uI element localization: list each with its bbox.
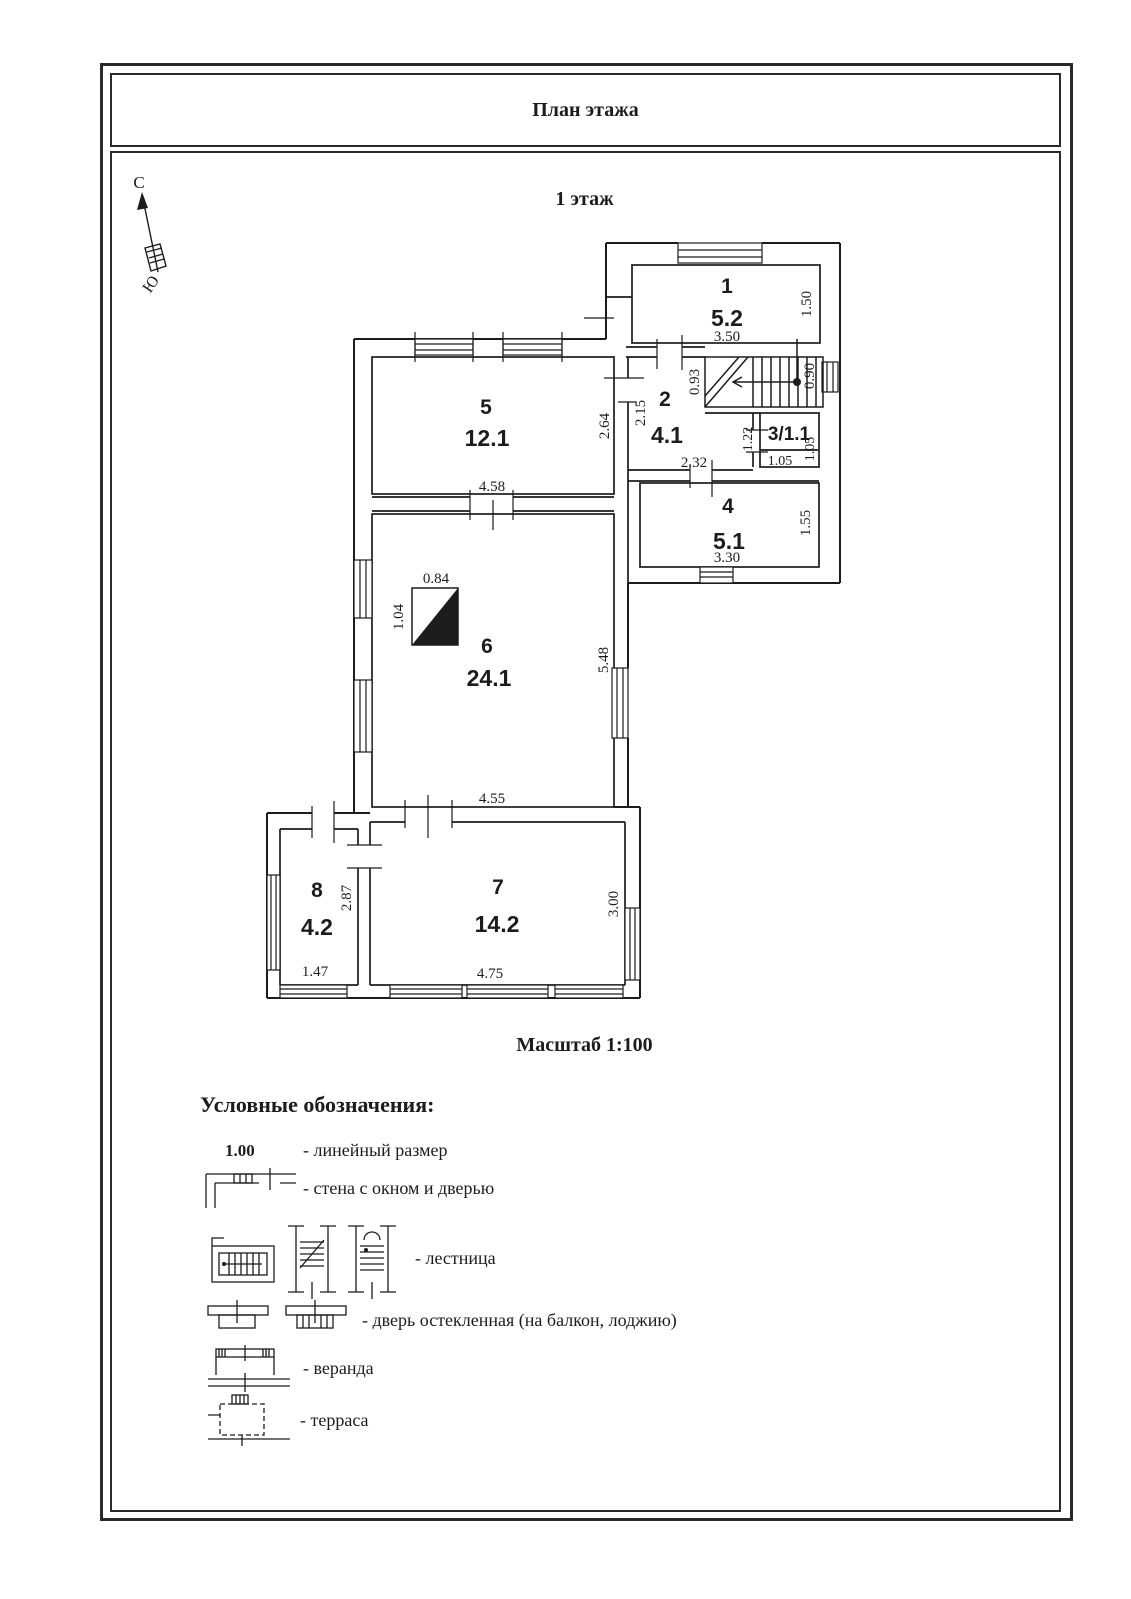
wall-window-door-icon: [204, 1168, 302, 1210]
stairs-icon: [210, 1222, 405, 1300]
legend-item-terrace: - терраса: [300, 1410, 369, 1430]
window-icon: [625, 908, 640, 980]
terrace-icon: [206, 1393, 296, 1447]
glazed-door-icon: [206, 1296, 356, 1342]
legend-linear-dim-value: 1.00: [225, 1141, 255, 1160]
stove-dim-top: 0.84: [422, 571, 450, 587]
room-6-dim-right: 5.48: [596, 646, 612, 674]
room-3-dim-bottom: 1.05: [767, 454, 793, 469]
room-3-number: 3/1.1: [767, 424, 811, 445]
dimension-ticks: [312, 318, 768, 868]
window-icon: [700, 567, 733, 583]
window-icon: [354, 680, 372, 752]
room-7-number: 7: [492, 876, 504, 899]
room-7-dim-right: 3.00: [606, 890, 622, 918]
room-1-dim-bottom: 3.50: [713, 329, 741, 345]
room-4-dim-bottom: 3.30: [713, 550, 741, 566]
page-title: План этажа: [532, 98, 639, 121]
room-6-dim-bottom: 4.55: [478, 791, 506, 807]
room-4-area: 5.1: [713, 528, 745, 554]
scale-label: Масштаб 1:100: [516, 1034, 653, 1056]
window-icon: [678, 243, 762, 263]
room-7-area: 14.2: [474, 911, 520, 937]
room-3-dim-right: 1.05: [803, 436, 818, 462]
window-icon: [390, 985, 462, 998]
arrowhead-icon: [137, 192, 148, 210]
legend-item-wall-window-door: - стена с окном и дверью: [303, 1178, 495, 1198]
room-1-number: 1: [721, 275, 733, 298]
window-icon: [822, 362, 838, 392]
stove-dim-left: 1.04: [391, 603, 407, 631]
window-icon: [354, 560, 372, 618]
room-3-dim-left: 1.22: [741, 426, 756, 452]
room-2-dim-left: 2.15: [633, 399, 649, 427]
room-1-dim-right: 1.50: [799, 290, 815, 318]
legend-item-veranda: - веранда: [303, 1358, 374, 1378]
room-2-number: 2: [659, 388, 671, 411]
room-7-outline: [370, 822, 625, 985]
window-icon: [267, 875, 280, 970]
legend-item-linear-dim: - линейный размер: [303, 1140, 448, 1160]
north-arrow: [133, 173, 166, 296]
room-6-area: 24.1: [466, 665, 512, 691]
stairs-dim-width: 0.90: [802, 362, 818, 390]
room-7-dim-bottom: 4.75: [476, 966, 504, 982]
compass-north-label: С: [133, 173, 145, 192]
room-5-area: 12.1: [464, 425, 510, 451]
legend-heading: Условные обозначения:: [200, 1092, 435, 1117]
room-4-number: 4: [722, 495, 734, 518]
window-icon: [503, 339, 562, 355]
room-walls: [280, 265, 820, 985]
floor-label: 1 этаж: [555, 188, 614, 210]
compass-south-label: Ю: [139, 272, 163, 297]
room-4-dim-right: 1.55: [798, 509, 814, 537]
window-icon: [280, 985, 347, 998]
room-labels: [301, 275, 818, 982]
window-icon: [612, 668, 628, 738]
room-2-dim-stair-side: 0.93: [687, 368, 703, 396]
legend-item-stairs: - лестница: [415, 1248, 496, 1268]
room-6-outline: [372, 514, 614, 807]
room-2-dim-bottom: 2.32: [680, 455, 708, 471]
room-2-area: 4.1: [651, 422, 683, 448]
room-6-number: 6: [481, 635, 493, 658]
stove-icon: [412, 588, 458, 645]
window-icon: [415, 339, 473, 355]
room-5-dim-bottom: 4.58: [478, 479, 506, 495]
room-8-dim-bottom: 1.47: [301, 964, 329, 980]
room-8-dim-right: 2.87: [339, 884, 355, 912]
room-5-dim-right: 2.64: [597, 412, 613, 440]
room-8-area: 4.2: [301, 914, 333, 940]
window-icon: [467, 985, 548, 998]
room-8-number: 8: [311, 879, 323, 902]
legend-item-glazed-door: - дверь остекленная (на балкон, лоджию): [362, 1310, 677, 1330]
window-icon: [555, 985, 623, 998]
veranda-icon: [206, 1345, 296, 1393]
room-5-number: 5: [480, 396, 492, 419]
room-1-area: 5.2: [711, 305, 743, 331]
